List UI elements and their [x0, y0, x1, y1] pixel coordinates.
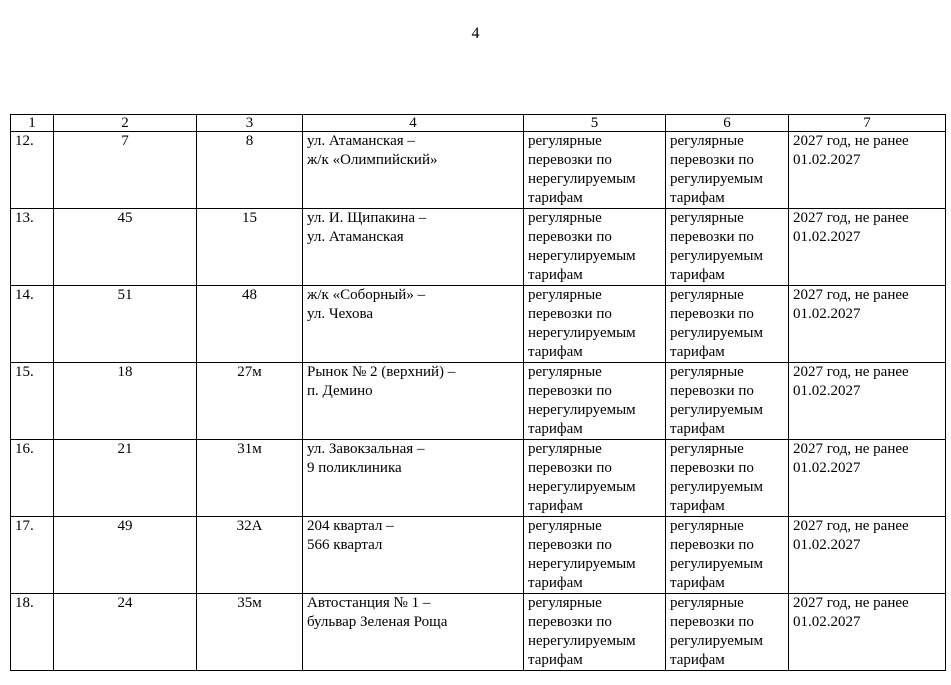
cell-text-line: тарифам [670, 652, 725, 668]
table-cell-c1: 12. [11, 132, 54, 209]
table-cell-c5 [524, 286, 666, 363]
table-cell-c6 [666, 594, 789, 671]
cell-text-line: тарифам [670, 344, 725, 360]
table-cell-c3: 48 [197, 286, 303, 363]
cell-text-line: 204 квартал – [307, 518, 394, 534]
table-cell-c4 [303, 286, 524, 363]
cell-text-line: перевозки по [528, 306, 612, 322]
cell-text-line: 01.02.2027 [793, 306, 861, 322]
cell-text-line: регулярные [670, 364, 744, 380]
table-cell-c4 [303, 440, 524, 517]
cell-text-line: нерегулируемым [528, 479, 636, 495]
cell-text-line: тарифам [528, 575, 583, 591]
column-header: 4 [303, 115, 524, 132]
table-cell-c7 [789, 440, 946, 517]
table-cell-c2: 18 [54, 363, 197, 440]
table-cell-c2: 24 [54, 594, 197, 671]
cell-text-line: п. Демино [307, 383, 373, 399]
cell-text-line: 566 квартал [307, 537, 383, 553]
cell-text-line: 01.02.2027 [793, 614, 861, 630]
cell-text-line: тарифам [670, 575, 725, 591]
table-row [11, 286, 946, 363]
table-row [11, 363, 946, 440]
cell-text-line: тарифам [670, 421, 725, 437]
column-header: 2 [54, 115, 197, 132]
table-cell-c4 [303, 594, 524, 671]
table-cell-c7 [789, 132, 946, 209]
table-cell-c6 [666, 132, 789, 209]
cell-text-line: регулярные [528, 595, 602, 611]
cell-text-line: регулярные [670, 210, 744, 226]
table-cell-c2: 45 [54, 209, 197, 286]
cell-text-line: тарифам [528, 267, 583, 283]
table-cell-c6 [666, 440, 789, 517]
cell-text-line: 01.02.2027 [793, 537, 861, 553]
table-row [11, 440, 946, 517]
table-cell-c1: 16. [11, 440, 54, 517]
table-cell-c4 [303, 363, 524, 440]
cell-text-line: нерегулируемым [528, 402, 636, 418]
table-cell-c7 [789, 286, 946, 363]
cell-text-line: 2027 год, не ранее [793, 518, 909, 534]
table-cell-c6 [666, 517, 789, 594]
table-cell-c6 [666, 363, 789, 440]
table-cell-c3: 31м [197, 440, 303, 517]
cell-text-line: регулярные [528, 133, 602, 149]
cell-text-line: регулируемым [670, 402, 763, 418]
cell-text-line: тарифам [528, 344, 583, 360]
table-cell-c5 [524, 209, 666, 286]
column-header: 1 [11, 115, 54, 132]
table-cell-c5 [524, 517, 666, 594]
table-cell-c4 [303, 209, 524, 286]
table-row [11, 209, 946, 286]
cell-text-line: ул. Атаманская [307, 229, 404, 245]
cell-text-line: нерегулируемым [528, 325, 636, 341]
cell-text-line: регулярные [670, 133, 744, 149]
cell-text-line: 01.02.2027 [793, 229, 861, 245]
table-header-row [11, 115, 946, 132]
cell-text-line: перевозки по [670, 614, 754, 630]
table-cell-c7 [789, 209, 946, 286]
cell-text-line: регулируемым [670, 633, 763, 649]
cell-text-line: Автостанция № 1 – [307, 595, 431, 611]
table-cell-c5 [524, 132, 666, 209]
cell-text-line: регулярные [670, 595, 744, 611]
cell-text-line: тарифам [528, 498, 583, 514]
column-header: 7 [789, 115, 946, 132]
cell-text-line: перевозки по [528, 460, 612, 476]
cell-text-line: регулярные [528, 364, 602, 380]
table-body [11, 132, 946, 671]
cell-text-line: тарифам [670, 498, 725, 514]
column-header: 5 [524, 115, 666, 132]
cell-text-line: перевозки по [670, 306, 754, 322]
cell-text-line: перевозки по [670, 383, 754, 399]
cell-text-line: ул. И. Щипакина – [307, 210, 427, 226]
table-cell-c2: 51 [54, 286, 197, 363]
table-cell-c2: 49 [54, 517, 197, 594]
cell-text-line: регулируемым [670, 325, 763, 341]
table-cell-c7 [789, 517, 946, 594]
cell-text-line: регулируемым [670, 556, 763, 572]
cell-text-line: 2027 год, не ранее [793, 287, 909, 303]
table-cell-c2: 7 [54, 132, 197, 209]
cell-text-line: 2027 год, не ранее [793, 441, 909, 457]
cell-text-line: 9 поликлиника [307, 460, 402, 476]
cell-text-line: регулярные [528, 210, 602, 226]
cell-text-line: перевозки по [528, 537, 612, 553]
table-cell-c5 [524, 363, 666, 440]
table-cell-c2: 21 [54, 440, 197, 517]
table-row [11, 517, 946, 594]
table-cell-c4 [303, 132, 524, 209]
table-cell-c4 [303, 517, 524, 594]
cell-text-line: 2027 год, не ранее [793, 133, 909, 149]
table-row [11, 594, 946, 671]
cell-text-line: регулярные [670, 287, 744, 303]
table-cell-c3: 35м [197, 594, 303, 671]
table-cell-c6 [666, 286, 789, 363]
cell-text-line: 01.02.2027 [793, 152, 861, 168]
cell-text-line: регулярные [528, 441, 602, 457]
cell-text-line: регулируемым [670, 479, 763, 495]
cell-text-line: тарифам [670, 267, 725, 283]
cell-text-line: перевозки по [670, 152, 754, 168]
cell-text-line: перевозки по [528, 152, 612, 168]
cell-text-line: нерегулируемым [528, 633, 636, 649]
page-number: 4 [471, 25, 480, 42]
table-cell-c7 [789, 594, 946, 671]
cell-text-line: ул. Завокзальная – [307, 441, 425, 457]
cell-text-line: перевозки по [670, 537, 754, 553]
table-cell-c1: 18. [11, 594, 54, 671]
cell-text-line: 2027 год, не ранее [793, 595, 909, 611]
cell-text-line: тарифам [528, 190, 583, 206]
cell-text-line: регулярные [670, 518, 744, 534]
cell-text-line: ж/к «Соборный» – [307, 287, 426, 303]
cell-text-line: перевозки по [528, 614, 612, 630]
column-header: 6 [666, 115, 789, 132]
cell-text-line: тарифам [670, 190, 725, 206]
routes-table [10, 114, 946, 671]
table-cell-c1: 17. [11, 517, 54, 594]
table-cell-c3: 27м [197, 363, 303, 440]
cell-text-line: 2027 год, не ранее [793, 364, 909, 380]
cell-text-line: нерегулируемым [528, 556, 636, 572]
cell-text-line: ул. Чехова [307, 306, 374, 322]
table-cell-c7 [789, 363, 946, 440]
cell-text-line: перевозки по [528, 383, 612, 399]
cell-text-line: 01.02.2027 [793, 383, 861, 399]
cell-text-line: 01.02.2027 [793, 460, 861, 476]
cell-text-line: нерегулируемым [528, 171, 636, 187]
table-cell-c6 [666, 209, 789, 286]
cell-text-line: регулярные [528, 518, 602, 534]
cell-text-line: бульвар Зеленая Роща [307, 614, 448, 630]
cell-text-line: регулярные [528, 287, 602, 303]
table-cell-c3: 15 [197, 209, 303, 286]
cell-text-line: перевозки по [670, 229, 754, 245]
column-header: 3 [197, 115, 303, 132]
cell-text-line: регулярные [670, 441, 744, 457]
cell-text-line: регулируемым [670, 248, 763, 264]
cell-text-line: регулируемым [670, 171, 763, 187]
table-cell-c1: 15. [11, 363, 54, 440]
cell-text-line: Рынок № 2 (верхний) – [307, 364, 456, 380]
cell-text-line: ж/к «Олимпийский» [307, 152, 438, 168]
cell-text-line: перевозки по [670, 460, 754, 476]
table-cell-c3: 32А [197, 517, 303, 594]
cell-text-line: тарифам [528, 421, 583, 437]
table-cell-c1: 14. [11, 286, 54, 363]
cell-text-line: 2027 год, не ранее [793, 210, 909, 226]
table-row [11, 132, 946, 209]
cell-text-line: нерегулируемым [528, 248, 636, 264]
table-cell-c5 [524, 594, 666, 671]
table-cell-c5 [524, 440, 666, 517]
table-cell-c1: 13. [11, 209, 54, 286]
cell-text-line: тарифам [528, 652, 583, 668]
cell-text-line: перевозки по [528, 229, 612, 245]
cell-text-line: ул. Атаманская – [307, 133, 415, 149]
table-cell-c3: 8 [197, 132, 303, 209]
